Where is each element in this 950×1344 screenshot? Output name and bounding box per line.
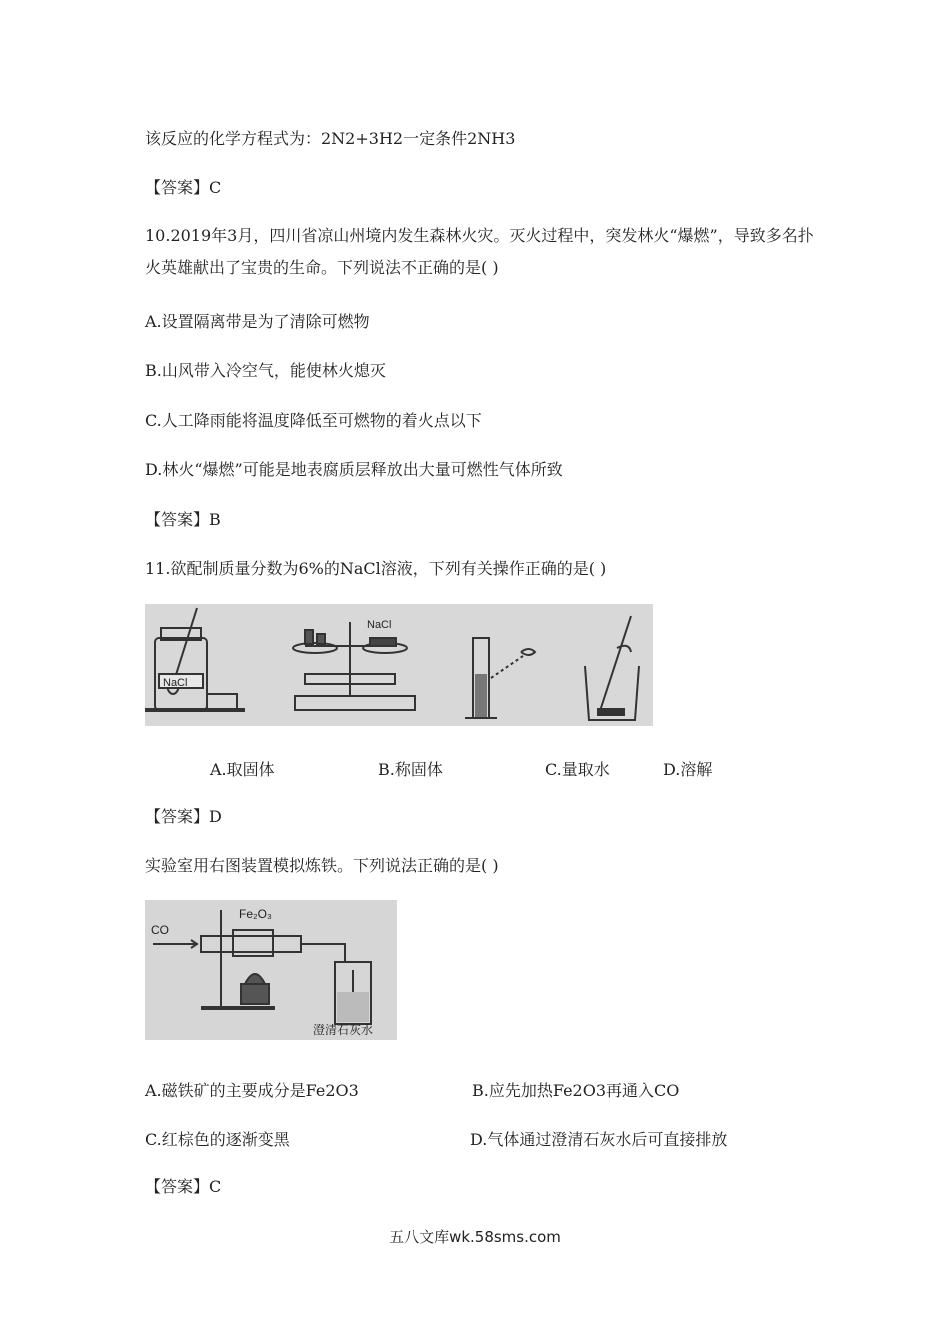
iron-smelting-drawing xyxy=(145,900,397,1040)
q12-option-b: B.应先加热Fe2O3再通入CO xyxy=(472,1081,680,1100)
answer-10: 【答案】B xyxy=(145,510,221,529)
balance-label: NaCl xyxy=(367,619,392,631)
q11-option-b: B.称固体 xyxy=(378,760,443,779)
co-label: CO xyxy=(151,923,169,937)
q10-option-b: B.山风带入冷空气，能使林火熄灭 xyxy=(145,361,386,380)
fe2o3-label: Fe₂O₃ xyxy=(239,907,272,921)
q12-option-d: D.气体通过澄清石灰水后可直接排放 xyxy=(470,1130,728,1149)
question-11-stem: 11.欲配制质量分数为6%的NaCl溶液，下列有关操作正确的是( ) xyxy=(145,559,607,578)
intro-equation: 该反应的化学方程式为：2N2+3H2一定条件2NH3 xyxy=(145,129,516,148)
lab-operations-drawing xyxy=(145,604,653,726)
answer-12: 【答案】C xyxy=(145,1177,222,1196)
question-12-stem: 实验室用右图装置模拟炼铁。下列说法正确的是( ) xyxy=(145,856,499,875)
limewater-label: 澄清石灰水 xyxy=(313,1023,374,1037)
q10-option-d: D.林火“爆燃”可能是地表腐质层释放出大量可燃性气体所致 xyxy=(145,460,563,479)
q10-option-a: A.设置隔离带是为了清除可燃物 xyxy=(145,312,370,331)
footer-watermark[interactable]: 五八文库wk.58sms.com xyxy=(389,1228,561,1246)
question-10-stem: 10.2019年3月，四川省凉山州境内发生森林火灾。灭火过程中，突发林火“爆燃”，导致多名扑火英雄献出了宝贵的生命。下列说法不正确的是( ) xyxy=(145,226,814,277)
jar-label: NaCl xyxy=(163,677,188,689)
q11-option-a: A.取固体 xyxy=(210,760,275,779)
answer-11: 【答案】D xyxy=(145,807,222,826)
q10-option-c: C.人工降雨能将温度降低至可燃物的着火点以下 xyxy=(145,411,482,430)
q11-option-d: D.溶解 xyxy=(663,760,713,779)
q12-option-c: C.红棕色的逐渐变黑 xyxy=(145,1130,290,1149)
q12-option-a: A.磁铁矿的主要成分是Fe2O3 xyxy=(145,1081,359,1100)
lab-operations-figure xyxy=(145,604,653,726)
answer-9: 【答案】C xyxy=(145,178,222,197)
q11-option-c: C.量取水 xyxy=(545,760,610,779)
iron-smelting-figure xyxy=(145,900,397,1040)
